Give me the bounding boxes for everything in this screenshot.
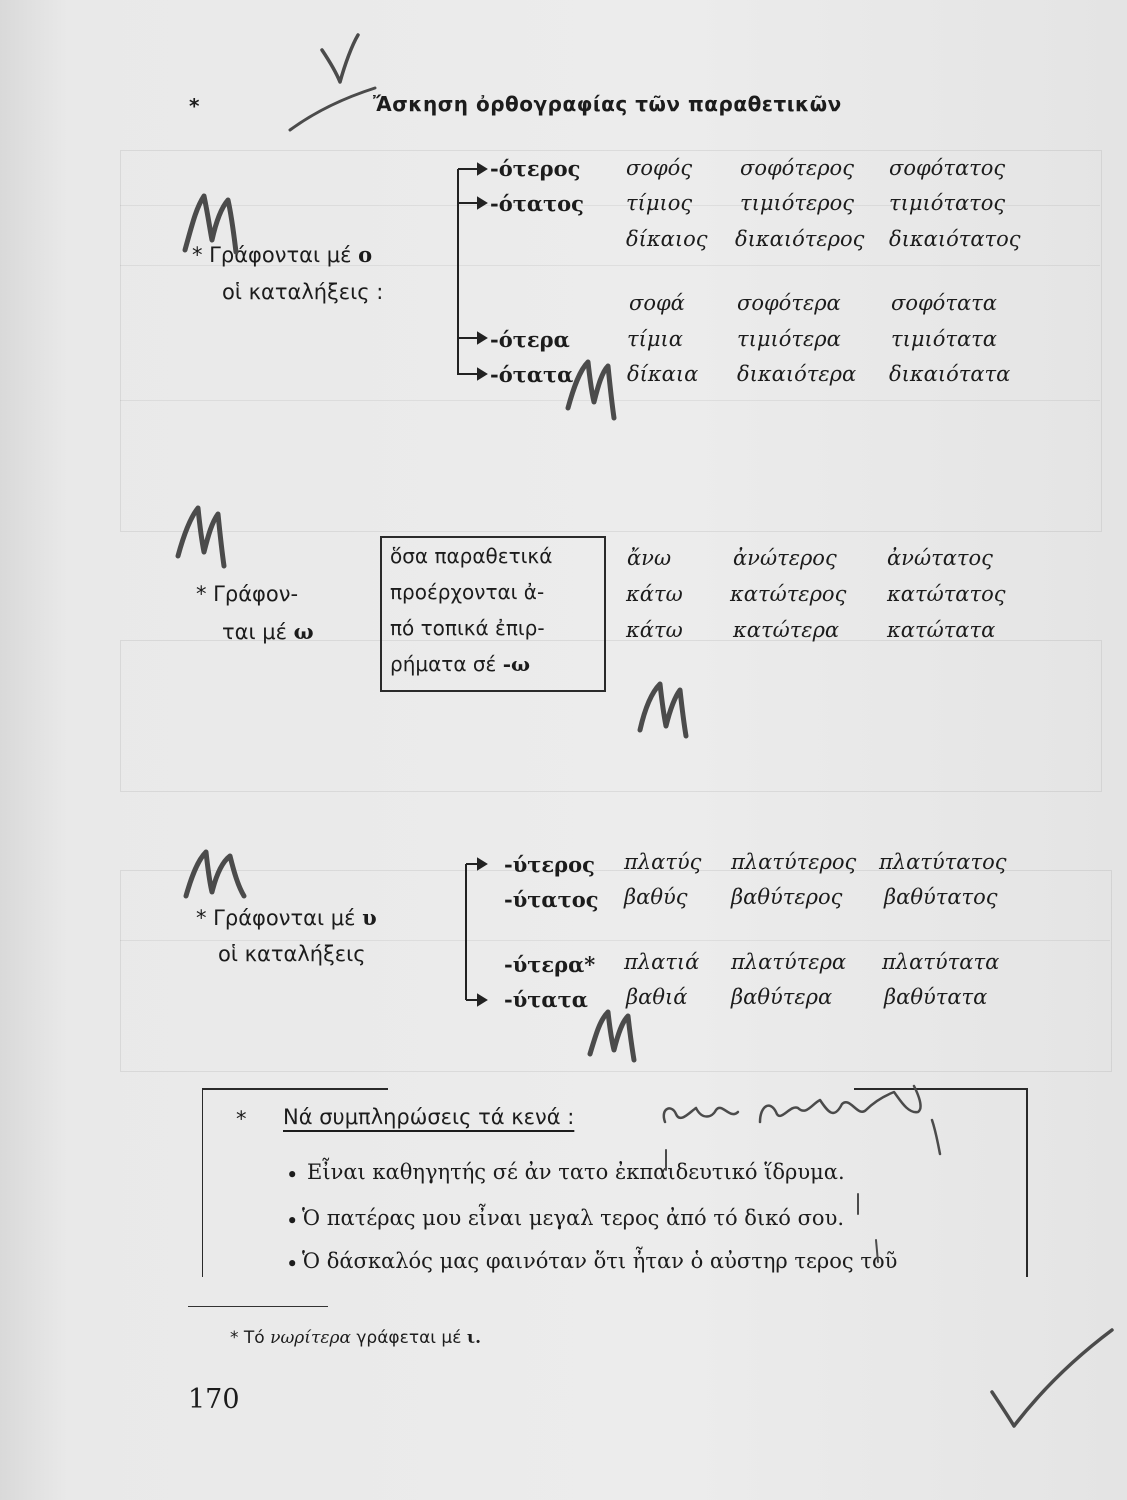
bleed-through-table [120, 640, 1102, 792]
bleed-through-line [120, 940, 1110, 941]
form-comparative: δικαιότερα [737, 362, 857, 386]
bleed-through-line [120, 400, 1100, 401]
form-superlative: δικαιότατος [889, 227, 1021, 251]
section-o-label [192, 242, 372, 267]
form-comparative: κατώτερος [730, 582, 847, 606]
section-w-letter: ω [293, 619, 314, 644]
form-comparative: πλατύτερα [731, 950, 847, 974]
ending-otata: -ότατα [490, 362, 574, 387]
form-comparative: βαθύτερα [731, 985, 833, 1009]
form-comparative: ἀνώτερος [733, 546, 837, 570]
ending-oteros: -ότερος [490, 156, 581, 181]
section-y-label-text: * Γράφονται μέ [196, 906, 356, 930]
exercise-sentence-3: Ὁ δάσκαλός μας φαινόταν ὅτι ἦταν ὁ αὐστηρ τερος τοῦ [302, 1249, 898, 1273]
rule-box-line: πό τοπικά ἐπιρ- [390, 616, 545, 640]
page-title: Ἄσκηση ὀρθογραφίας τῶν παραθετικῶν [373, 92, 842, 116]
ending-yteros: -ύτερος [504, 852, 595, 877]
ending-ytatos: -ύτατος [504, 887, 599, 912]
footnote-rest: γράφεται μέ [356, 1328, 462, 1348]
form-superlative: κατώτατα [887, 618, 996, 642]
checkmark-mark [992, 1330, 1112, 1426]
form-positive: κάτω [626, 618, 683, 642]
form-comparative: βαθύτερος [731, 885, 843, 909]
exercise-sentence-1: Εἶναι καθηγητής σέ ἀν τατο ἐκπαιδευτικό ἵδρυμα. [307, 1160, 845, 1184]
checkmark-mark [290, 88, 375, 130]
footnote-letter: ι. [466, 1328, 482, 1348]
ending-otatos: -ότατος [490, 191, 584, 216]
form-comparative: τιμιότερα [737, 327, 841, 351]
form-positive: δίκαια [627, 362, 699, 386]
exercise-bullet: • [286, 1163, 299, 1187]
page-number: 170 [188, 1384, 240, 1415]
form-positive: τίμιος [626, 191, 693, 215]
form-comparative: δικαιότερος [735, 227, 865, 251]
section-w-label: * Γράφον- [196, 582, 299, 606]
section-y-label [196, 905, 377, 930]
section-o-label-text: * Γράφονται μέ [192, 243, 352, 267]
form-positive: δίκαιος [626, 227, 708, 251]
rule-box-text: ρήματα σέ [390, 652, 503, 676]
form-superlative: πλατύτατος [879, 850, 1007, 874]
form-positive: σοφά [629, 291, 685, 315]
rule-box-line-last [390, 646, 530, 682]
form-comparative: κατώτερα [733, 618, 840, 642]
section-y-letter: υ [362, 905, 377, 930]
section-o-bracket [450, 155, 490, 390]
rule-box-line: ὅσα παραθετικά [390, 544, 553, 568]
form-positive: πλατιά [624, 950, 700, 974]
form-comparative: τιμιότερος [740, 191, 855, 215]
ending-ytera: -ύτερα* [504, 952, 596, 977]
section-w-label-2 [222, 619, 314, 644]
form-positive: κάτω [626, 582, 683, 606]
ending-ytata: -ύτατα [504, 987, 588, 1012]
form-positive: ἄνω [627, 546, 672, 570]
exercise-star: * [236, 1107, 247, 1131]
form-comparative: πλατύτερος [731, 850, 857, 874]
form-positive: σοφός [626, 156, 693, 180]
exercise-bullet: • [286, 1252, 299, 1276]
form-superlative: σοφότατα [891, 291, 997, 315]
rule-box-line: προέρχονται ἀ- [390, 580, 545, 604]
form-comparative: σοφότερα [737, 291, 841, 315]
section-w-label-text: ται μέ [222, 620, 287, 644]
footnote-prefix: * Τό [230, 1328, 265, 1348]
exercise-heading: Νά συμπληρώσεις τά κενά : [283, 1105, 575, 1129]
form-superlative: τιμιότατα [891, 327, 997, 351]
form-superlative: δικαιότατα [889, 362, 1011, 386]
checkmark-mark [322, 35, 358, 82]
form-positive: βαθιά [626, 985, 688, 1009]
form-positive: πλατύς [624, 850, 702, 874]
exercise-bullet: • [286, 1209, 299, 1233]
footnote [230, 1328, 481, 1348]
form-superlative: πλατύτατα [882, 950, 1000, 974]
section-y-label-2: οἱ καταλήξεις [218, 942, 366, 966]
footnote-word: νωρίτερα [270, 1328, 351, 1348]
footnote-rule [188, 1306, 328, 1307]
ending-otera: -ότερα [490, 327, 570, 352]
form-superlative: βαθύτατος [884, 885, 998, 909]
form-positive: τίμια [627, 327, 683, 351]
form-superlative: βαθύτατα [884, 985, 988, 1009]
title-star: * [189, 94, 200, 118]
form-superlative: κατώτατος [887, 582, 1006, 606]
section-o-letter: ο [358, 242, 373, 267]
rule-box-ending: -ω [502, 652, 531, 676]
form-positive: βαθύς [624, 885, 688, 909]
form-superlative: τιμιότατος [889, 191, 1006, 215]
section-o-label-2: οἱ καταλήξεις : [222, 280, 384, 304]
form-superlative: σοφότατος [889, 156, 1006, 180]
exercise-sentence-2: Ὁ πατέρας μου εἶναι μεγαλ τερος ἀπό τό δικό σου. [302, 1206, 845, 1230]
section-y-bracket [458, 848, 498, 1018]
form-superlative: ἀνώτατος [887, 546, 993, 570]
form-comparative: σοφότερος [740, 156, 854, 180]
